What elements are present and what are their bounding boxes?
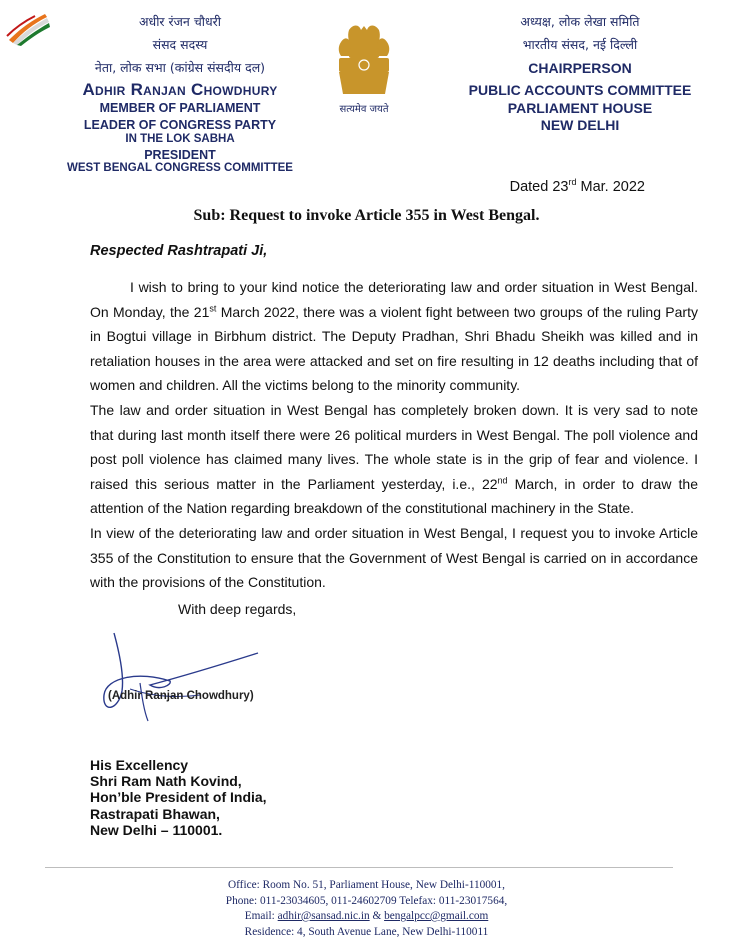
footer — [0, 878, 733, 940]
sender-title-president: PRESIDENT — [144, 148, 216, 162]
hindi-chair-title: अध्यक्ष, लोक लेखा समिति — [520, 14, 640, 29]
sender-title-mp: MEMBER OF PARLIAMENT — [99, 101, 261, 115]
footer-office: Office: Room No. 51, Parliament House, New Delhi-110001, — [227, 879, 506, 891]
letter-date — [510, 177, 645, 195]
chairperson-title: CHAIRPERSON — [528, 60, 632, 76]
addressee-line-4: Rastrapati Bhawan, — [90, 805, 220, 822]
sender-title-wbcc: WEST BENGAL CONGRESS COMMITTEE — [67, 162, 293, 174]
subject-line: Sub: Request to invoke Article 355 in West Bengal. — [193, 207, 540, 224]
paragraph-1 — [90, 275, 698, 398]
sender-name — [0, 80, 360, 100]
email-link-1[interactable]: adhir@sansad.nic.in — [277, 910, 370, 922]
addressee-line-2: Shri Ram Nath Kovind, — [90, 773, 242, 790]
addressee-line-3: Hon’ble President of India, — [90, 789, 267, 806]
signatory-name: (Adhir Ranjan Chowdhury) — [108, 690, 254, 702]
hindi-name: अधीर रंजन चौधरी — [138, 14, 222, 29]
footer-email — [0, 909, 733, 925]
date-prefix: Dated 23 — [509, 178, 569, 195]
date-suffix: Mar. 2022 — [576, 178, 645, 195]
addressee-line-1: His Excellency — [90, 757, 189, 773]
footer-divider — [45, 867, 673, 868]
footer-residence: Residence: 4, South Avenue Lane, New Delhi-110011 — [244, 925, 489, 938]
p2-sup: nd — [497, 475, 508, 486]
p2-text-a: The law and order situation in West Bengal has completely broken down. It is very sad to note that during last month itself there were 26 political murders in West Bengal. The poll violence and post poll violence has claimed many lives. The whole state is in the grip of fear and violence. I raised this serious matter in the Parliament yesterday, i.e., 22 — [90, 401, 698, 492]
committee-name: PUBLIC ACCOUNTS COMMITTEE — [468, 82, 692, 98]
p1-sup: st — [209, 302, 217, 313]
sender-title-leader: LEADER OF CONGRESS PARTY — [83, 118, 277, 132]
hindi-parliament: भारतीय संसद, नई दिल्ली — [522, 37, 638, 52]
p1-text-a: I wish to bring to your kind notice the deteriorating law and order situation in West Bengal. On Monday, the 21 — [90, 279, 698, 320]
addressee-line-5: New Delhi – 110001. — [90, 821, 223, 838]
hindi-role-leader: नेता, लोक सभा (कांग्रेस संसदीय दल) — [94, 60, 266, 75]
hindi-role-mp: संसद सदस्य — [152, 37, 208, 52]
national-emblem-icon — [329, 22, 399, 122]
addressee-block — [90, 757, 267, 838]
signature-image — [100, 625, 360, 725]
sender-name-text: Adhir Ranjan Chowdhury — [82, 80, 278, 99]
p1-text-b: March 2022, there was a violent fight between two groups of the ruling Party in Bogtui village in Birbhum district. The Deputy Pradhan, Shri Bhadu Sheikh was killed and in retaliation houses in the area were attacked and set on fire resulting in 12 deaths including that of women and children. All the victims belong to the minority community. — [90, 303, 698, 394]
closing: With deep regards, — [178, 601, 297, 617]
email-label: Email: — [244, 910, 278, 922]
footer-phone: Phone: 011-23034605, 011-24602709 Telefax: 011-23017564, — [225, 894, 508, 907]
paragraph-3: In view of the deteriorating law and order situation in West Bengal, I request you to invoke Article 355 of the Constitution to ensure that the Government of West Bengal is carried on in accordance with the provisions of the Constitution. — [90, 524, 698, 591]
date-sup: rd — [568, 177, 577, 187]
sender-title-lok-sabha: IN THE LOK SABHA — [125, 133, 235, 145]
paragraph-2 — [90, 398, 698, 521]
letter-body — [90, 275, 698, 595]
email-link-2[interactable]: bengalpcc@gmail.com — [384, 910, 489, 922]
email-separator: & — [369, 910, 385, 922]
emblem-motto: सत्यमेव जयते — [339, 104, 389, 115]
p2-text-b: March, in order to draw the attention of the Nation regarding breakdown of the constitutional machinery in the State. — [90, 475, 698, 517]
parliament-house: PARLIAMENT HOUSE — [507, 100, 653, 116]
new-delhi: NEW DELHI — [540, 117, 620, 133]
salutation: Respected Rashtrapati Ji, — [90, 243, 268, 259]
